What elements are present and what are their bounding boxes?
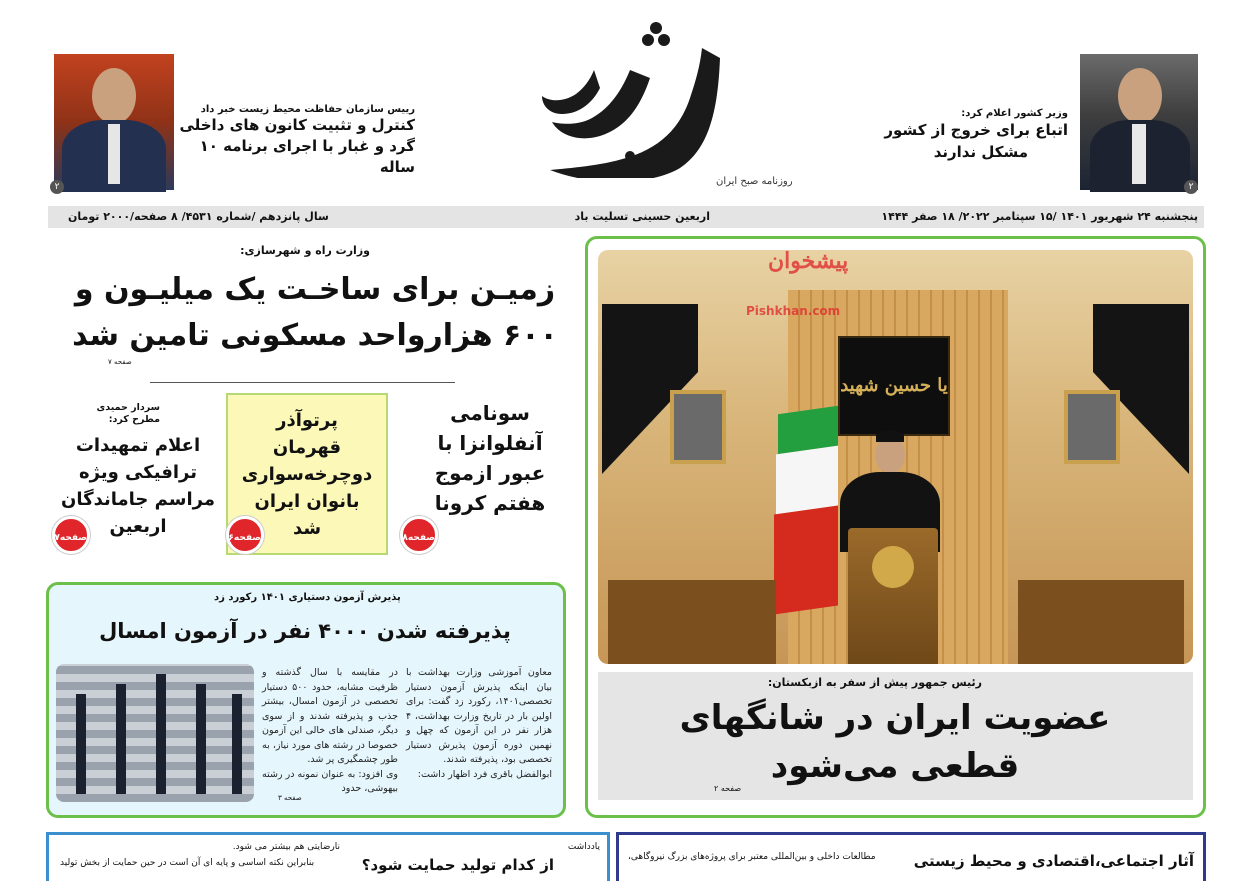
issue-number: سال پانزدهم /شماره ۴۵۳۱/ ۸ صفحه/۲۰۰۰ تومان (68, 210, 329, 223)
teaser-line: پرتوآذر (276, 410, 338, 431)
page-reference: صفحه ۳ (278, 794, 302, 802)
right-masthead-story[interactable] (868, 108, 1068, 163)
exam-column-right (406, 666, 552, 782)
editorial-headline[interactable]: از کدام تولید حمایت شود؟ (361, 856, 554, 874)
editorial-kicker: یادداشت (567, 842, 600, 852)
exam-column-left (262, 666, 398, 797)
exam-headline[interactable]: پذیرفته شدن ۴۰۰۰ نفر در آزمون امسال (99, 619, 511, 643)
teaser-line: اربعین (109, 516, 167, 537)
flu-teaser[interactable] (410, 398, 570, 518)
editorial-text: نارضایتی هم بیشتر می شود. (232, 842, 340, 852)
environment-headline[interactable]: آثار اجتماعی،اقتصادی و محیط زیستی (913, 852, 1194, 870)
main-kicker: رئیس جمهور پیش از سفر به ازبکستان: (767, 676, 982, 689)
date-bar (48, 206, 1204, 228)
watermark-url: Pishkhan.com (746, 304, 841, 318)
story-headline: کنترل و تثبیت کانون های داخلی (179, 116, 415, 134)
teaser-line: اعلام تمهیدات (75, 435, 201, 456)
column-text: معاون آموزشی وزارت بهداشت با بیان اینکه پذیرش آزمون دستیار تخصصی۱۴۰۱، رکورد زد گفت: برای اولین بار در تاریخ وزارت بهداشت، ۴ هزار نفر در این آزمون که چهل و نهمین دوره آزمون پذیرش دستیار تخصصی بود، پذیرفته شدند. (406, 667, 552, 765)
story-headline: گرد و غبار با اجرای برنامه ۱۰ ساله (199, 137, 415, 176)
page-badge[interactable]: صفحه۶ (226, 516, 264, 554)
housing-headline[interactable]: ۶۰۰ هزارواحد مسکونی تامین شد (72, 318, 558, 353)
housing-headline[interactable]: زمیـن برای ساخـت یک میلیـون و (74, 272, 556, 307)
story-headline: مشکل ندارند (933, 143, 1028, 161)
issue-date: پنجشنبه ۲۴ شهریور ۱۴۰۱ /۱۵ سپتامبر ۲۰۲۲/ ۱۸ صفر ۱۴۴۴ (881, 210, 1198, 223)
traffic-kicker (40, 402, 160, 426)
page-badge: ۲ (1184, 180, 1198, 194)
kicker-line: سردار حمیدی (96, 402, 160, 413)
left-masthead-story[interactable] (175, 104, 415, 178)
column-text: ابوالفضل باقری فرد اظهار داشت: (417, 768, 552, 780)
column-text: وی افزود: به عنوان نمونه در رشته بیهوشی، حدود (262, 768, 398, 794)
portrait-frame (1064, 390, 1120, 464)
teaser-line: هفتم کرونا (434, 491, 546, 515)
portrait-frame (670, 390, 726, 464)
minister-photo (1080, 54, 1198, 190)
teaser-line: ترافیکی ویژه (79, 462, 197, 483)
page-reference: صفحه ۷ (108, 358, 132, 366)
page-badge[interactable]: صفحه۷ (52, 516, 90, 554)
main-headline[interactable]: قطعی می‌شود (770, 746, 1020, 786)
page-badge: ۲ (50, 180, 64, 194)
teaser-line: سونامی (450, 401, 530, 425)
divider (150, 382, 455, 383)
teaser-line: بانوان ایران (254, 491, 360, 512)
teaser-line: شد (292, 518, 322, 539)
watermark-logo: پیشخوان (768, 250, 849, 274)
teaser-line: قهرمان (272, 437, 342, 458)
column-text: در مقایسه با سال گذشته و ظرفیت مشابه، حدود ۵۰۰ دستیار تخصصی در آزمون امسال، بیشتر جذب و پذیرفته شدند و از سوی دیگر، صندلی های خالی این آزمون خصوصا در رشته های مورد نیاز، به طور چشمگیری پر شد. (262, 667, 398, 765)
story-headline: اتباع برای خروج از کشور (884, 121, 1068, 139)
page-badge[interactable]: صفحه۸ (400, 516, 438, 554)
newspaper-logo[interactable] (530, 18, 730, 178)
exam-hall-photo[interactable] (56, 664, 254, 802)
logo-subtitle: روزنامه صبح ایران (716, 176, 793, 187)
teaser-line: مراسم جاماندگان (61, 489, 215, 510)
story-kicker: وزیر کشور اعلام کرد: (961, 108, 1068, 119)
environment-text: مطالعات داخلی و بین‌المللی معتبر برای پروژه‌های بزرگ نیروگاهی، (628, 852, 876, 862)
official-photo (54, 54, 174, 190)
teaser-line: عبور ازموج (434, 461, 546, 485)
kicker-line: مطرح کرد: (108, 414, 160, 425)
page-reference: صفحه ۲ (714, 784, 742, 793)
header-slogan: اربعین حسینی تسلیت باد (574, 210, 710, 223)
mourning-banner: یا حسین شهید (838, 336, 950, 436)
main-headline[interactable]: عضویت ایران در شانگهای (679, 698, 1111, 738)
teaser-line: دوچرخه‌سواری (241, 464, 373, 485)
story-kicker: رییس سازمان حفاظت محیط زیست خبر داد (200, 104, 415, 115)
housing-kicker: وزارت راه و شهرسازی: (240, 244, 370, 257)
president-photo[interactable] (598, 250, 1193, 664)
teaser-line: آنفلوانزا با (437, 431, 543, 455)
exam-kicker: پذیرش آزمون دستیاری ۱۴۰۱ رکورد زد (214, 592, 401, 603)
editorial-text: بنابراین نکته اساسی و پایه ای آن است در حین حمایت از بخش تولید (60, 858, 315, 868)
